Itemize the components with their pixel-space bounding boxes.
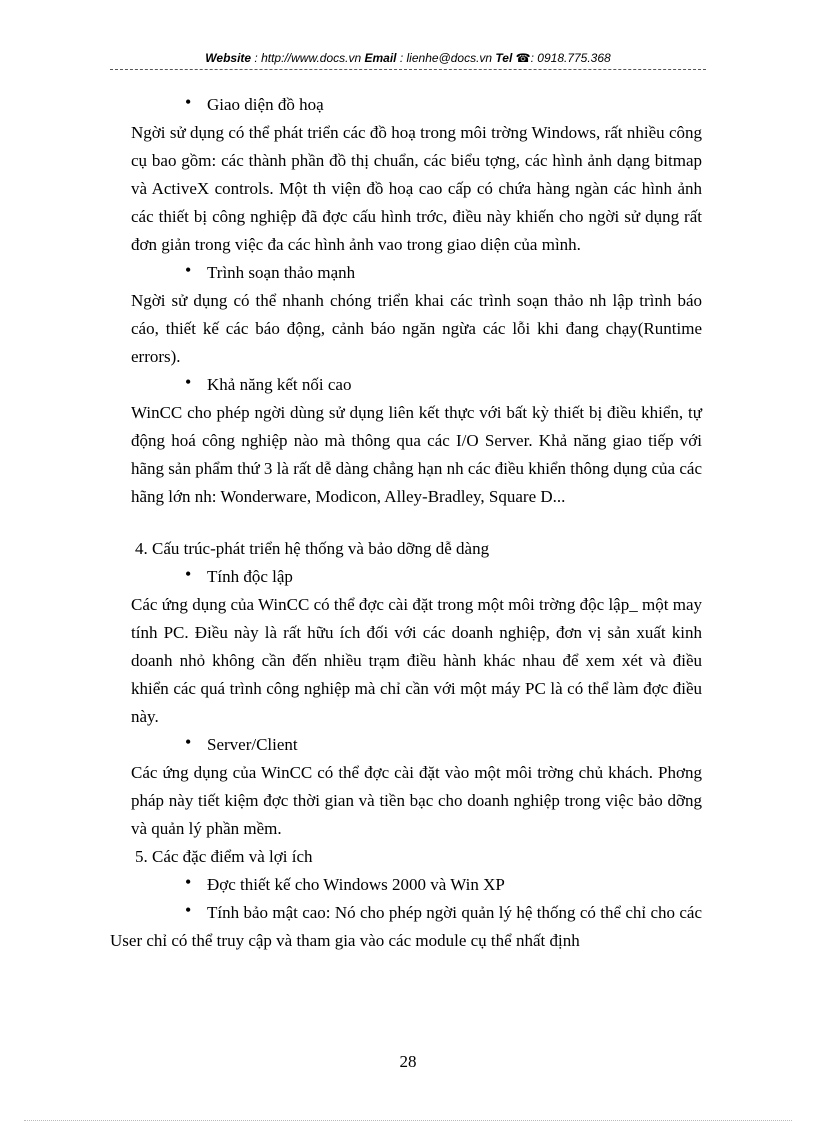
bullet-independence: • Tính độc lập	[131, 563, 702, 591]
website-value: : http://www.docs.vn	[254, 51, 362, 65]
email-value: : lienhe@docs.vn	[399, 51, 493, 65]
bullet-server-client: • Server/Client	[131, 731, 702, 759]
page-header	[110, 50, 706, 66]
paragraph-server-client: Các ứng dụng của WinCC có thể đợc cài đặt vào một môi trờng chủ khách. Phơng pháp này tiết kiệm đợc thời gian và tiền bạc cho doanh nghiệp trong việc bảo dỡng và quản lý phần mềm.	[131, 763, 702, 838]
paragraph-connectivity: WinCC cho phép ngời dùng sử dụng liên kết thực với bất kỳ thiết bị điều khiển, tự động hoá công nghiệp nào mà thông qua các I/O Server. Khả năng giao tiếp với hãng sản phẩm thứ 3 là rất dễ dàng chẳng hạn nh các điều khiển thông dụng của các hãng lớn nh: Wonderware, Modicon, Alley-Bradley, Square D...	[131, 403, 702, 506]
paragraph-graphics-interface: Ngời sử dụng có thể phát triển các đồ hoạ trong môi trờng Windows, rất nhiều công cụ bao gồm: các thành phần đồ thị chuẩn, các biểu tợng, các hình ảnh dạng bitmap và ActiveX controls. Một th viện đồ hoạ cao cấp có chứa hàng ngàn các hình ảnh các thiết bị công nghiệp đã đợc cấu hình trớc, điều này khiến cho ngời sử dụng rất đơn giản trong việc đa các hình ảnh vao trong giao diện của mình.	[131, 123, 702, 254]
bullet-security: • Tính bảo mật cao: Nó cho phép ngời quản lý hệ thống có thể chỉ cho các User chỉ có thể truy cập và tham gia vào các module cụ thể nhất định	[110, 899, 702, 955]
bullet-connectivity: • Khả năng kết nối cao	[131, 371, 702, 399]
section-heading-5: 5. Các đặc điểm và lợi ích	[135, 847, 313, 866]
tel-label: Tel	[495, 51, 513, 65]
bullet-windows-support: • Đợc thiết kế cho Windows 2000 và Win XP	[131, 871, 702, 899]
email-label: Email	[364, 51, 397, 65]
bullet-graphics-interface: • Giao diện đồ hoạ	[131, 91, 702, 119]
header-divider	[110, 69, 706, 70]
website-label: Website	[205, 51, 252, 65]
footer-divider	[24, 1120, 792, 1121]
paragraph-independence: Các ứng dụng của WinCC có thể đợc cài đặt trong một môi trờng độc lập_ một may tính PC. Điều này là rất hữu ích đối với các doanh nghiệp, đơn vị sản xuất kinh doanh nhỏ không cần đến nhiều trạm điều hành khác nhau để xem xét và điều khiển các quá trình công nghiệp mà chỉ cần với một máy PC là có thể làm đợc điều này.	[131, 595, 702, 726]
bullet-powerful-editor: • Trình soạn thảo mạnh	[131, 259, 702, 287]
page-number: 28	[399, 1052, 417, 1071]
phone-icon: ☎	[515, 51, 531, 65]
paragraph-powerful-editor: Ngời sử dụng có thể nhanh chóng triển khai các trình soạn thảo nh lập trình báo cáo, thiết kế các báo động, cảnh báo ngăn ngừa các lỗi khi đang chạy(Runtime errors).	[131, 291, 702, 366]
page-content	[110, 91, 702, 955]
section-heading-4: 4. Cấu trúc-phát triển hệ thống và bảo dỡng dễ dàng	[135, 539, 490, 558]
tel-value: : 0918.775.368	[530, 51, 611, 65]
